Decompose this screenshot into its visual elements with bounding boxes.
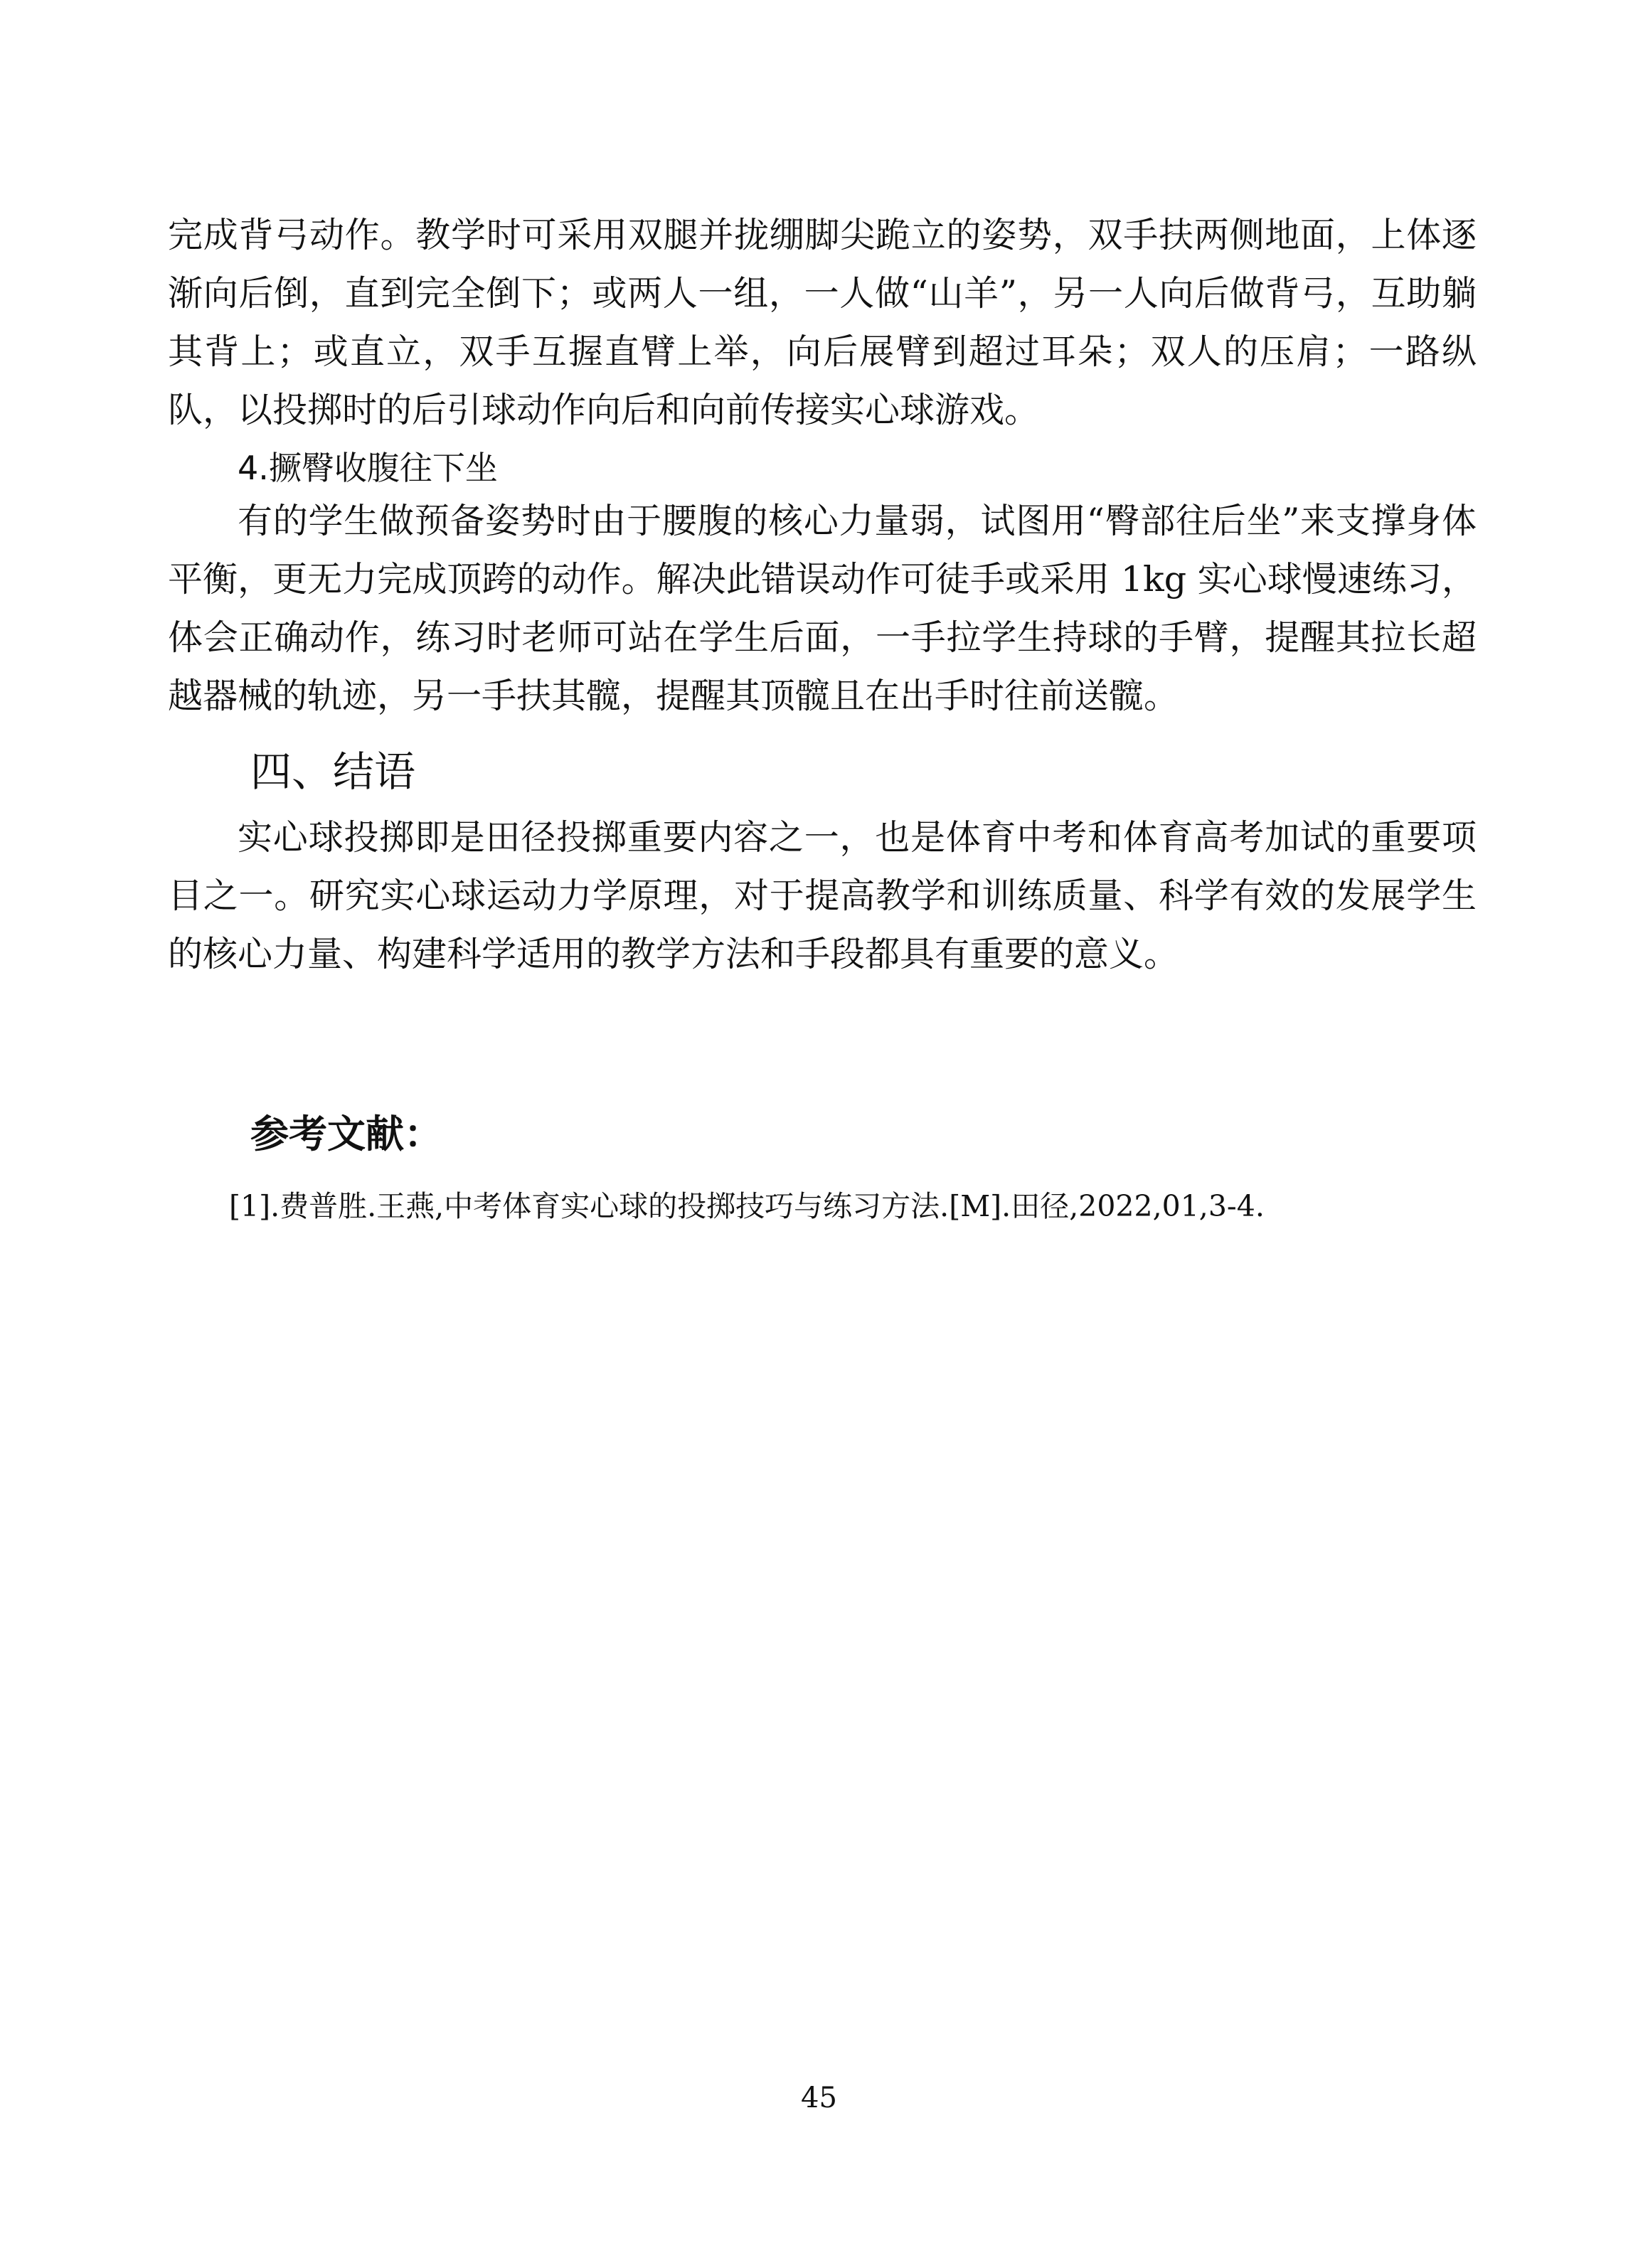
body-paragraph-continuation: 完成背弓动作。教学时可采用双腿并拢绷脚尖跪立的姿势，双手扶两侧地面，上体逐渐向后倒，直到完全倒下；或两人一组，一人做“山羊”，另一人向后做背弓，互助躺其背上；或直立，双手互握直臂上举，向后展臂到超过耳朵；双人的压肩；一路纵队，以投掷时的后引球动作向后和向前传接实心球游戏。 <box>168 215 1477 430</box>
body-paragraph-conclusion: 实心球投掷即是田径投掷重要内容之一，也是体育中考和体育高考加试的重要项目之一。研究实心球运动力学原理，对于提高教学和训练质量、科学有效的发展学生的核心力量、构建科学适用的教学方法和手段都具有重要的意义。 <box>168 817 1477 974</box>
subheading-4: 4.撅臀收腹往下坐 <box>238 449 498 487</box>
body-paragraph-4: 有的学生做预备姿势时由于腰腹的核心力量弱，试图用“臀部往后坐”来支撑身体平衡，更无力完成顶跨的动作。解决此错误动作可徒手或采用 1kg 实心球慢速练习，体会正确动作，练习时老师可站在学生后面，一手拉学生持球的手臂，提醒其拉长超越器械的轨迹，另一手扶其髋，提醒其顶髋且在出手时往前送髋。 <box>168 501 1477 716</box>
section-heading-conclusion: 四、结语 <box>250 747 416 796</box>
references-heading: 参考文献： <box>250 1112 442 1156</box>
page-number: 45 <box>801 2082 837 2114</box>
reference-item: [1].费普胜.王燕,中考体育实心球的投掷技巧与练习方法.[M].田径,2022,01,3-4. <box>229 1189 1265 1223</box>
